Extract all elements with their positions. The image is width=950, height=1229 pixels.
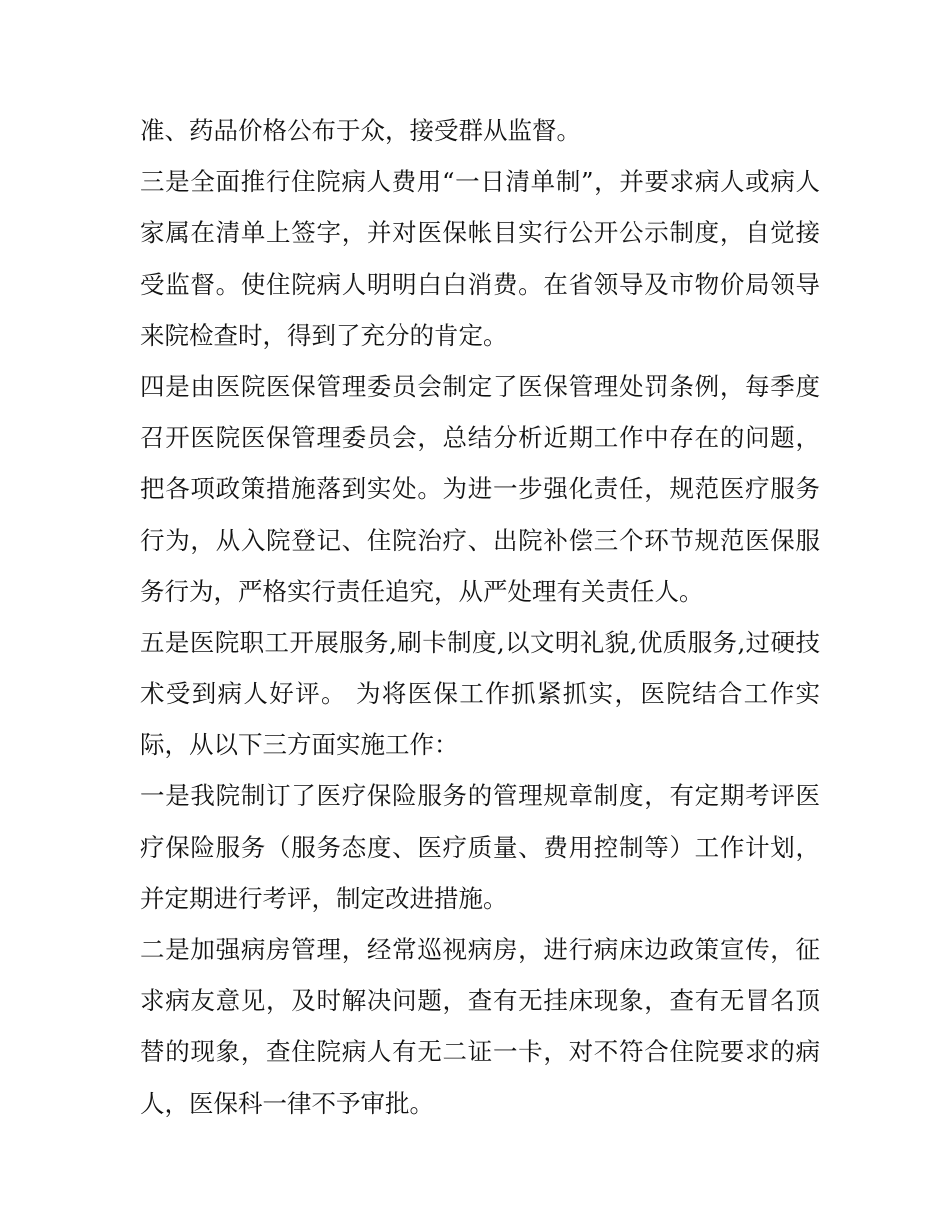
text-line: 一是我院制订了医疗保险服务的管理规章制度，有定期考评医: [140, 781, 820, 811]
text-line: 术受到病人好评。 为将医保工作抓紧抓实，医院结合工作实: [140, 679, 820, 709]
text-line: 并定期进行考评，制定改进措施。: [140, 883, 508, 913]
text-line: 二是加强病房管理，经常巡视病房，进行病床边政策宣传，征: [140, 935, 820, 964]
text-line: 四是由医院医保管理委员会制定了医保管理处罚条例，每季度: [140, 371, 820, 401]
text-line: 际，从以下三方面实施工作：: [140, 730, 459, 760]
text-line: 受监督。使住院病人明明白白消费。在省领导及市物价局领导: [140, 269, 820, 299]
text-line: 行为，从入院登记、住院治疗、出院补偿三个环节规范医保服: [140, 525, 820, 555]
text-line: 召开医院医保管理委员会，总结分析近期工作中存在的问题，: [140, 423, 820, 453]
text-line: 务行为，严格实行责任追究，从严处理有关责任人。: [140, 576, 704, 606]
text-line: 家属在清单上签字，并对医保帐目实行公开公示制度，自觉接: [140, 218, 820, 248]
text-line: 替的现象，查住院病人有无二证一卡，对不符合住院要求的病: [140, 1037, 820, 1067]
text-line: 疗保险服务（服务态度、医疗质量、费用控制等）工作计划，: [140, 832, 820, 862]
text-line: 人，医保科一律不予审批。: [140, 1088, 434, 1118]
text-line: 来院检查时，得到了充分的肯定。: [140, 320, 508, 350]
body-text: [140, 105, 820, 1129]
text-line: 把各项政策措施落到实处。为进一步强化责任，规范医疗服务: [140, 474, 820, 504]
text-line: 三是全面推行住院病人费用“一日清单制”，并要求病人或病人: [140, 167, 820, 197]
text-line: 准、药品价格公布于众，接受群从监督。: [140, 116, 581, 145]
text-line: 五是医院职工开展服务,刷卡制度,以文明礼貌,优质服务,过硬技: [140, 627, 820, 657]
text-line: 求病友意见，及时解决问题，查有无挂床现象，查有无冒名顶: [140, 986, 820, 1016]
